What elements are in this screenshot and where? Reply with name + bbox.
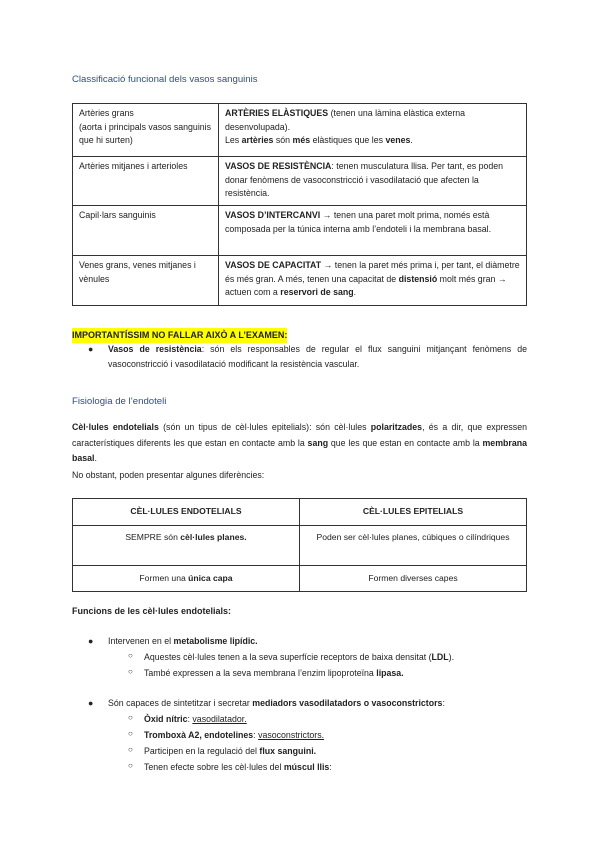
item-text: : [442,698,445,708]
item-text: ). [448,652,455,662]
item-text: Són capaces de sintetitzar i secretar [108,698,253,708]
cell-text: molt més gran → actuen com a [225,273,507,298]
cell-text: són [273,135,293,146]
list-item-text [144,712,247,726]
bold-term: Òxid nítric [144,714,188,724]
circle-bullet-icon: ○ [128,729,133,738]
section-title-classification: Classificació funcional dels vasos sanguinis [72,74,258,85]
table-row [73,157,527,206]
cell-text: Formen una [139,572,189,583]
para-text: , és a dir, que expressen característiques diferents les que estan en contacte amb la [72,422,527,448]
item-text: : [329,762,332,772]
cell-bold: distensió [398,273,438,284]
underlined-text: vasodilatador. [192,714,247,724]
cell-bold: artèries [241,135,274,146]
paragraph-differences: No obstant, poden presentar algunes diferències: [72,470,265,480]
bold-term: polaritzades [370,422,423,432]
list-item-text [144,760,332,774]
bold-term: metabolisme lipídic. [173,636,258,646]
list-item [72,342,527,373]
table-cell [73,526,300,566]
header-text: CÈL·LULES ENDOTELIALS [130,506,242,517]
section-title-endothelium: Fisiologia de l’endoteli [72,396,167,407]
table-row [73,526,527,566]
cell-text: . [353,287,357,298]
table-header-row [73,499,527,526]
cell-vessel-type: Artèries grans [79,108,134,118]
cell-vessel-note: (aorta i principals vasos sanguinis que hi surten) [79,121,212,146]
para-text: que les que estan en contacte amb la [328,437,483,448]
list-item-text [144,666,404,680]
para-text: . [94,453,97,464]
circle-bullet-icon: ○ [128,713,133,722]
cell-comparison-table [72,498,527,592]
cell-vessel-class: VASOS DE CAPACITAT [225,260,322,270]
bold-term: Vasos de resistència [108,344,202,354]
item-text: : [187,714,193,724]
circle-bullet-icon: ○ [128,651,133,660]
cell-vessel-class: VASOS DE RESISTÈNCIA [225,161,332,171]
list-item-text [108,696,445,710]
cell-text: SEMPRE són [125,532,181,542]
cell-vessel-type: Venes grans, venes mitjanes i vènules [73,256,219,306]
table-row [73,256,527,306]
circle-bullet-icon: ○ [128,761,133,770]
bold-term: flux sanguini. [259,746,317,756]
cell-bold: única capa [188,572,233,583]
list-item-text [144,650,454,664]
cell-vessel-type: Artèries mitjanes i arterioles [73,157,219,206]
cell-bold: reservori de sang [280,287,354,298]
functions-title: Funcions de les cèl·lules endotelials: [72,606,232,616]
column-header [73,499,300,526]
table-cell [73,566,300,592]
list-item-text [144,744,316,758]
cell-bold: més [292,135,311,146]
bold-term: mediadors vasodilatadors o vasoconstrictors [252,698,443,708]
bullet-icon: ● [88,698,94,708]
table-cell: Formen diverses capes [300,566,527,592]
circle-bullet-icon: ○ [128,667,133,676]
bold-term: sang [307,437,329,448]
item-text: Participen en la regulació del [144,746,260,756]
cell-vessel-class: VASOS D’INTERCANVI [225,210,321,220]
circle-bullet-icon: ○ [128,745,133,754]
cell-text: Les [225,135,242,146]
item-text: : [253,730,259,740]
bold-term: membrana basal [72,437,527,464]
table-row [73,206,527,256]
item-text: Aquestes cèl·lules tenen a la seva superfície receptors de baixa densitat ( [144,652,432,662]
cell-text: : tenen musculatura llisa. Per tant, es poden donar fenòmens de vasoconstricció i vasodilatació que afecten la resistència. [225,161,504,199]
table-row [73,104,527,157]
bold-term: lipasa. [376,668,404,678]
cell-text: . [410,135,413,146]
bold-term: Tromboxà A2, endotelines [144,730,254,740]
table-cell: Poden ser cèl·lules planes, cúbiques o cilíndriques [300,526,527,566]
cell-vessel-class: ARTÈRIES ELÀSTIQUES [225,108,329,118]
column-header [300,499,527,526]
item-text: Tenen efecte sobre les cèl·lules del [144,762,284,772]
list-item-text [144,728,324,742]
header-text: CÈL·LULES EPITELIALS [362,506,464,517]
paragraph-endothelial [72,420,527,467]
cell-text: (tenen una làmina elàstica externa desenvolupada). [225,108,466,132]
bold-term: LDL [431,652,449,662]
vessel-classification-table [72,103,527,306]
cell-text: → tenen la paret més prima i, per tant, el diàmetre és més gran. A més, tenen una capacitat de [225,260,520,284]
item-text: Intervenen en el [108,636,174,646]
cell-bold: cèl·lules planes. [180,532,247,542]
bullet-icon: ● [88,636,94,646]
cell-text: elàstiques que les [310,135,386,146]
bold-term: Cèl·lules endotelials [72,422,159,432]
bold-term: múscul llis [283,762,330,772]
para-text: (són un tipus de cèl·lules epitelials): són cèl·lules [158,422,371,432]
list-item-text [108,634,258,648]
underlined-text: vasoconstrictors. [258,730,325,740]
cell-vessel-type: Capil·lars sanguinis [73,206,219,256]
list-item-text [108,342,527,373]
item-text: : són els responsables de regular el flux sanguini mitjançant fenòmens de vasoconstricció i vasodilatació modificant la resistència vascular. [108,344,527,370]
important-highlight: IMPORTANTÍSSIM NO FALLAR AIXÒ A L’EXAMEN: [72,328,287,343]
item-text: També expressen a la seva membrana l’enzim lipoproteïna [144,668,377,678]
bullet-icon: ● [88,344,94,354]
table-row [73,566,527,592]
cell-text: → tenen una paret molt prima, només està composada per la túnica interna amb l’endoteli i la membrana basal. [225,210,492,234]
cell-bold: venes [385,135,411,146]
